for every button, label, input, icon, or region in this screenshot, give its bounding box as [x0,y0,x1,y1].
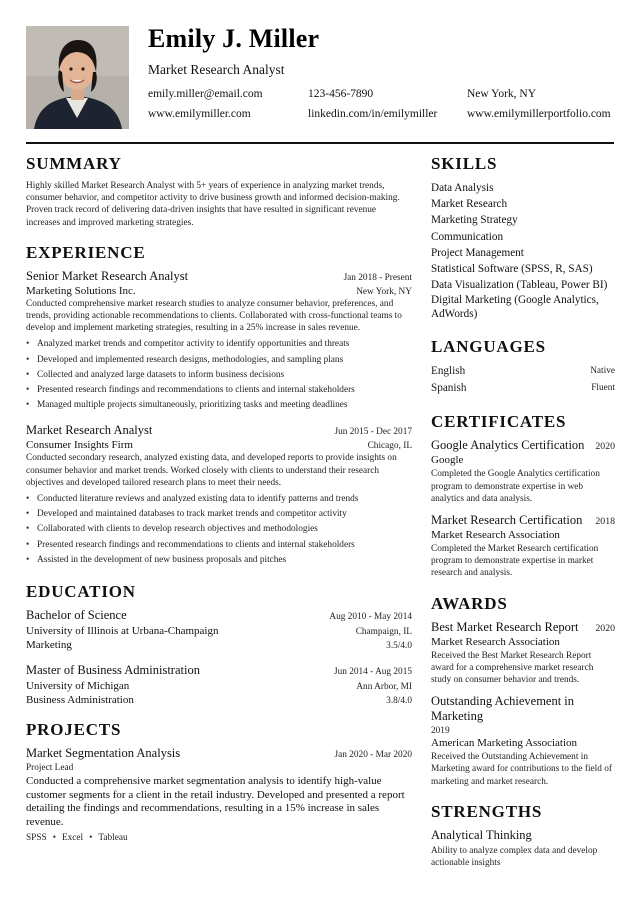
list-item: • Developed and implemented research designs, methodologies, and sampling plans [26,353,412,368]
strengths-heading: STRENGTHS [431,801,543,821]
job-description: Conducted secondary research, analyzed existing data, and developed reports to provide insights on consumer behavior and market trends. Worked closely with clients to understand their research objectives and developed tailored research plans to meet their needs. [26,453,397,488]
project-description: Conducted a comprehensive market segmentation analysis to identify high-value customer segments for a client in the retail industry. Developed and presented a report detailing the findings and recommendations, resulting in a 15% increase in sales revenue. [26,775,405,828]
education-item [26,608,412,651]
strengths-section [431,802,615,869]
award-year: 2019 [431,726,450,737]
job-bullets [26,337,412,413]
profile-photo [26,26,129,129]
contact-linkedin[interactable]: linkedin.com/in/emilymiller [308,108,438,120]
project-role: Project Lead [26,763,74,774]
skill-item: Market Research [431,198,508,211]
gpa: 3.8/4.0 [386,696,412,707]
award-description: Received the Best Market Research Report award for a comprehensive market research study on consumer behavior and trends. [431,650,594,686]
job-location: New York, NY [356,286,412,297]
awards-heading: AWARDS [431,593,508,613]
certificate-issuer: Google [431,454,464,467]
skill-item: Statistical Software (SPSS, R, SAS) [431,263,593,276]
experience-section [26,243,412,568]
list-item: • Developed and maintained databases to track market trends and competitor activity [26,507,412,522]
school-location: Ann Arbor, MI [356,682,412,693]
list-item: • Collaborated with clients to develop research objectives and methodologies [26,522,412,537]
award-item [431,694,615,788]
candidate-name: Emily J. Miller [148,24,320,53]
skills-list [431,180,615,321]
awards-section [431,594,615,788]
contact-phone: 123-456-7890 [308,88,374,100]
header-divider [26,142,614,144]
project-tags [26,833,412,843]
education-dates: Aug 2010 - May 2014 [329,612,412,623]
list-item: • Presented research findings and recommendations to clients and internal stakeholders [26,383,412,398]
languages-section [431,337,615,396]
language-item [431,380,615,397]
certificate-item [431,513,615,580]
job-title: Senior Market Research Analyst [26,268,189,283]
projects-section [26,720,412,843]
list-item: • Collected and analyzed large datasets to inform business decisions [26,368,412,383]
gpa: 3.5/4.0 [386,641,412,652]
skill-item: Marketing Strategy [431,214,518,227]
experience-heading: EXPERIENCE [26,242,146,262]
certificate-year: 2020 [595,441,615,453]
project-tag: Tableau [98,833,128,844]
certificate-description: Completed the Market Research certification program to demonstrate expertise in market research and analysis. [431,544,599,579]
language-item [431,363,615,380]
certificate-title: Market Research Certification [431,513,583,528]
field-of-study: Business Administration [26,694,134,707]
school: University of Michigan [26,680,130,693]
award-item [431,620,615,687]
contact-email[interactable]: emily.miller@email.com [148,88,263,100]
candidate-title: Market Research Analyst [148,62,285,77]
degree: Bachelor of Science [26,608,127,623]
skill-item: Communication [431,230,504,243]
job-company: Marketing Solutions Inc. [26,284,136,297]
summary-text: Highly skilled Market Research Analyst with 5+ years of experience in analyzing market trends, consumer behavior, and competitor activity to drive business growth and informed decision-making. Proven track record of delivering data-driven insights that have resulted in significant revenue increases and improved marketing strategies. [26,181,400,228]
certificate-year: 2018 [595,516,615,528]
tag-separator: • [89,833,93,844]
award-year: 2020 [595,622,615,634]
certificate-title: Google Analytics Certification [431,438,585,453]
project-dates: Jan 2020 - Mar 2020 [334,750,412,761]
certificates-heading: CERTIFICATES [431,412,567,432]
degree: Master of Business Administration [26,663,200,678]
language-name: English [431,365,466,378]
experience-item [26,423,412,568]
school: University of Illinois at Urbana-Champaign [26,625,219,638]
skill-item: Digital Marketing (Google Analytics, AdWords) [431,294,599,320]
project-tag: Excel [61,833,84,844]
projects-heading: PROJECTS [26,720,122,740]
languages-heading: LANGUAGES [431,337,546,357]
job-bullets [26,492,412,568]
language-level: Native [590,366,615,377]
award-issuer: American Marketing Association [431,737,578,750]
list-item: • Assisted in the development of new business proposals and pitches [26,553,412,568]
contact-website[interactable]: www.emilymiller.com [148,108,251,120]
job-dates: Jan 2018 - Present [343,272,412,283]
certificate-item [431,438,615,505]
certificates-section [431,412,615,579]
skill-item: Project Management [431,246,524,259]
list-item: • Presented research findings and recommendations to clients and internal stakeholders [26,538,412,553]
award-issuer: Market Research Association [431,635,560,648]
education-dates: Jun 2014 - Aug 2015 [334,667,412,678]
tag-separator: • [52,833,56,844]
award-description: Received the Outstanding Achievement in Marketing award for contributions to the field of marketing and market research. [431,752,612,787]
field-of-study: Marketing [26,639,72,652]
left-column [26,154,412,855]
job-description: Conducted comprehensive market research studies to analyze consumer behavior, preferences, and trends, providing actionable recommendations to clients. Collaborated with cross-functional teams to develop and implement marketing strategies, resulting in a 25% increase in sales revenue. [26,298,402,334]
project-tag: SPSS [26,833,47,844]
experience-item [26,269,412,414]
school-location: Champaign, IL [355,627,412,638]
certificate-description: Completed the Google Analytics certification program to demonstrate expertise in web analytics and data analysis. [431,469,600,504]
skills-section [431,154,615,321]
skill-item: Data Visualization (Tableau, Power BI) [431,279,608,292]
job-company: Consumer Insights Firm [26,439,133,452]
summary-section [26,154,412,229]
skills-heading: SKILLS [431,154,498,173]
strength-item [431,828,615,869]
contact-location: New York, NY [467,88,537,100]
award-title: Best Market Research Report [431,619,579,634]
list-item: • Analyzed market trends and competitor activity to identify opportunities and threats [26,337,412,352]
job-location: Chicago, IL [367,441,412,452]
certificate-issuer: Market Research Association [431,529,560,542]
right-column [431,154,615,881]
award-title: Outstanding Achievement in Marketing [431,694,575,724]
list-item: • Conducted literature reviews and analyzed existing data to identify patterns and trends [26,492,412,507]
project-item [26,746,412,843]
summary-heading: SUMMARY [26,154,122,173]
list-item: • Managed multiple projects simultaneously, prioritizing tasks and meeting deadlines [26,398,412,413]
education-section [26,582,412,706]
contact-portfolio[interactable]: www.emilymillerportfolio.com [467,108,611,120]
strength-title: Analytical Thinking [431,827,532,842]
job-title: Market Research Analyst [26,423,153,438]
project-name: Market Segmentation Analysis [26,746,181,761]
strength-description: Ability to analyze complex data and develop actionable insights [431,845,598,869]
job-dates: Jun 2015 - Dec 2017 [334,427,412,438]
language-name: Spanish [431,381,467,394]
education-heading: EDUCATION [26,582,136,602]
education-item [26,663,412,706]
skill-item: Data Analysis [431,182,494,194]
language-level: Fluent [591,382,615,393]
